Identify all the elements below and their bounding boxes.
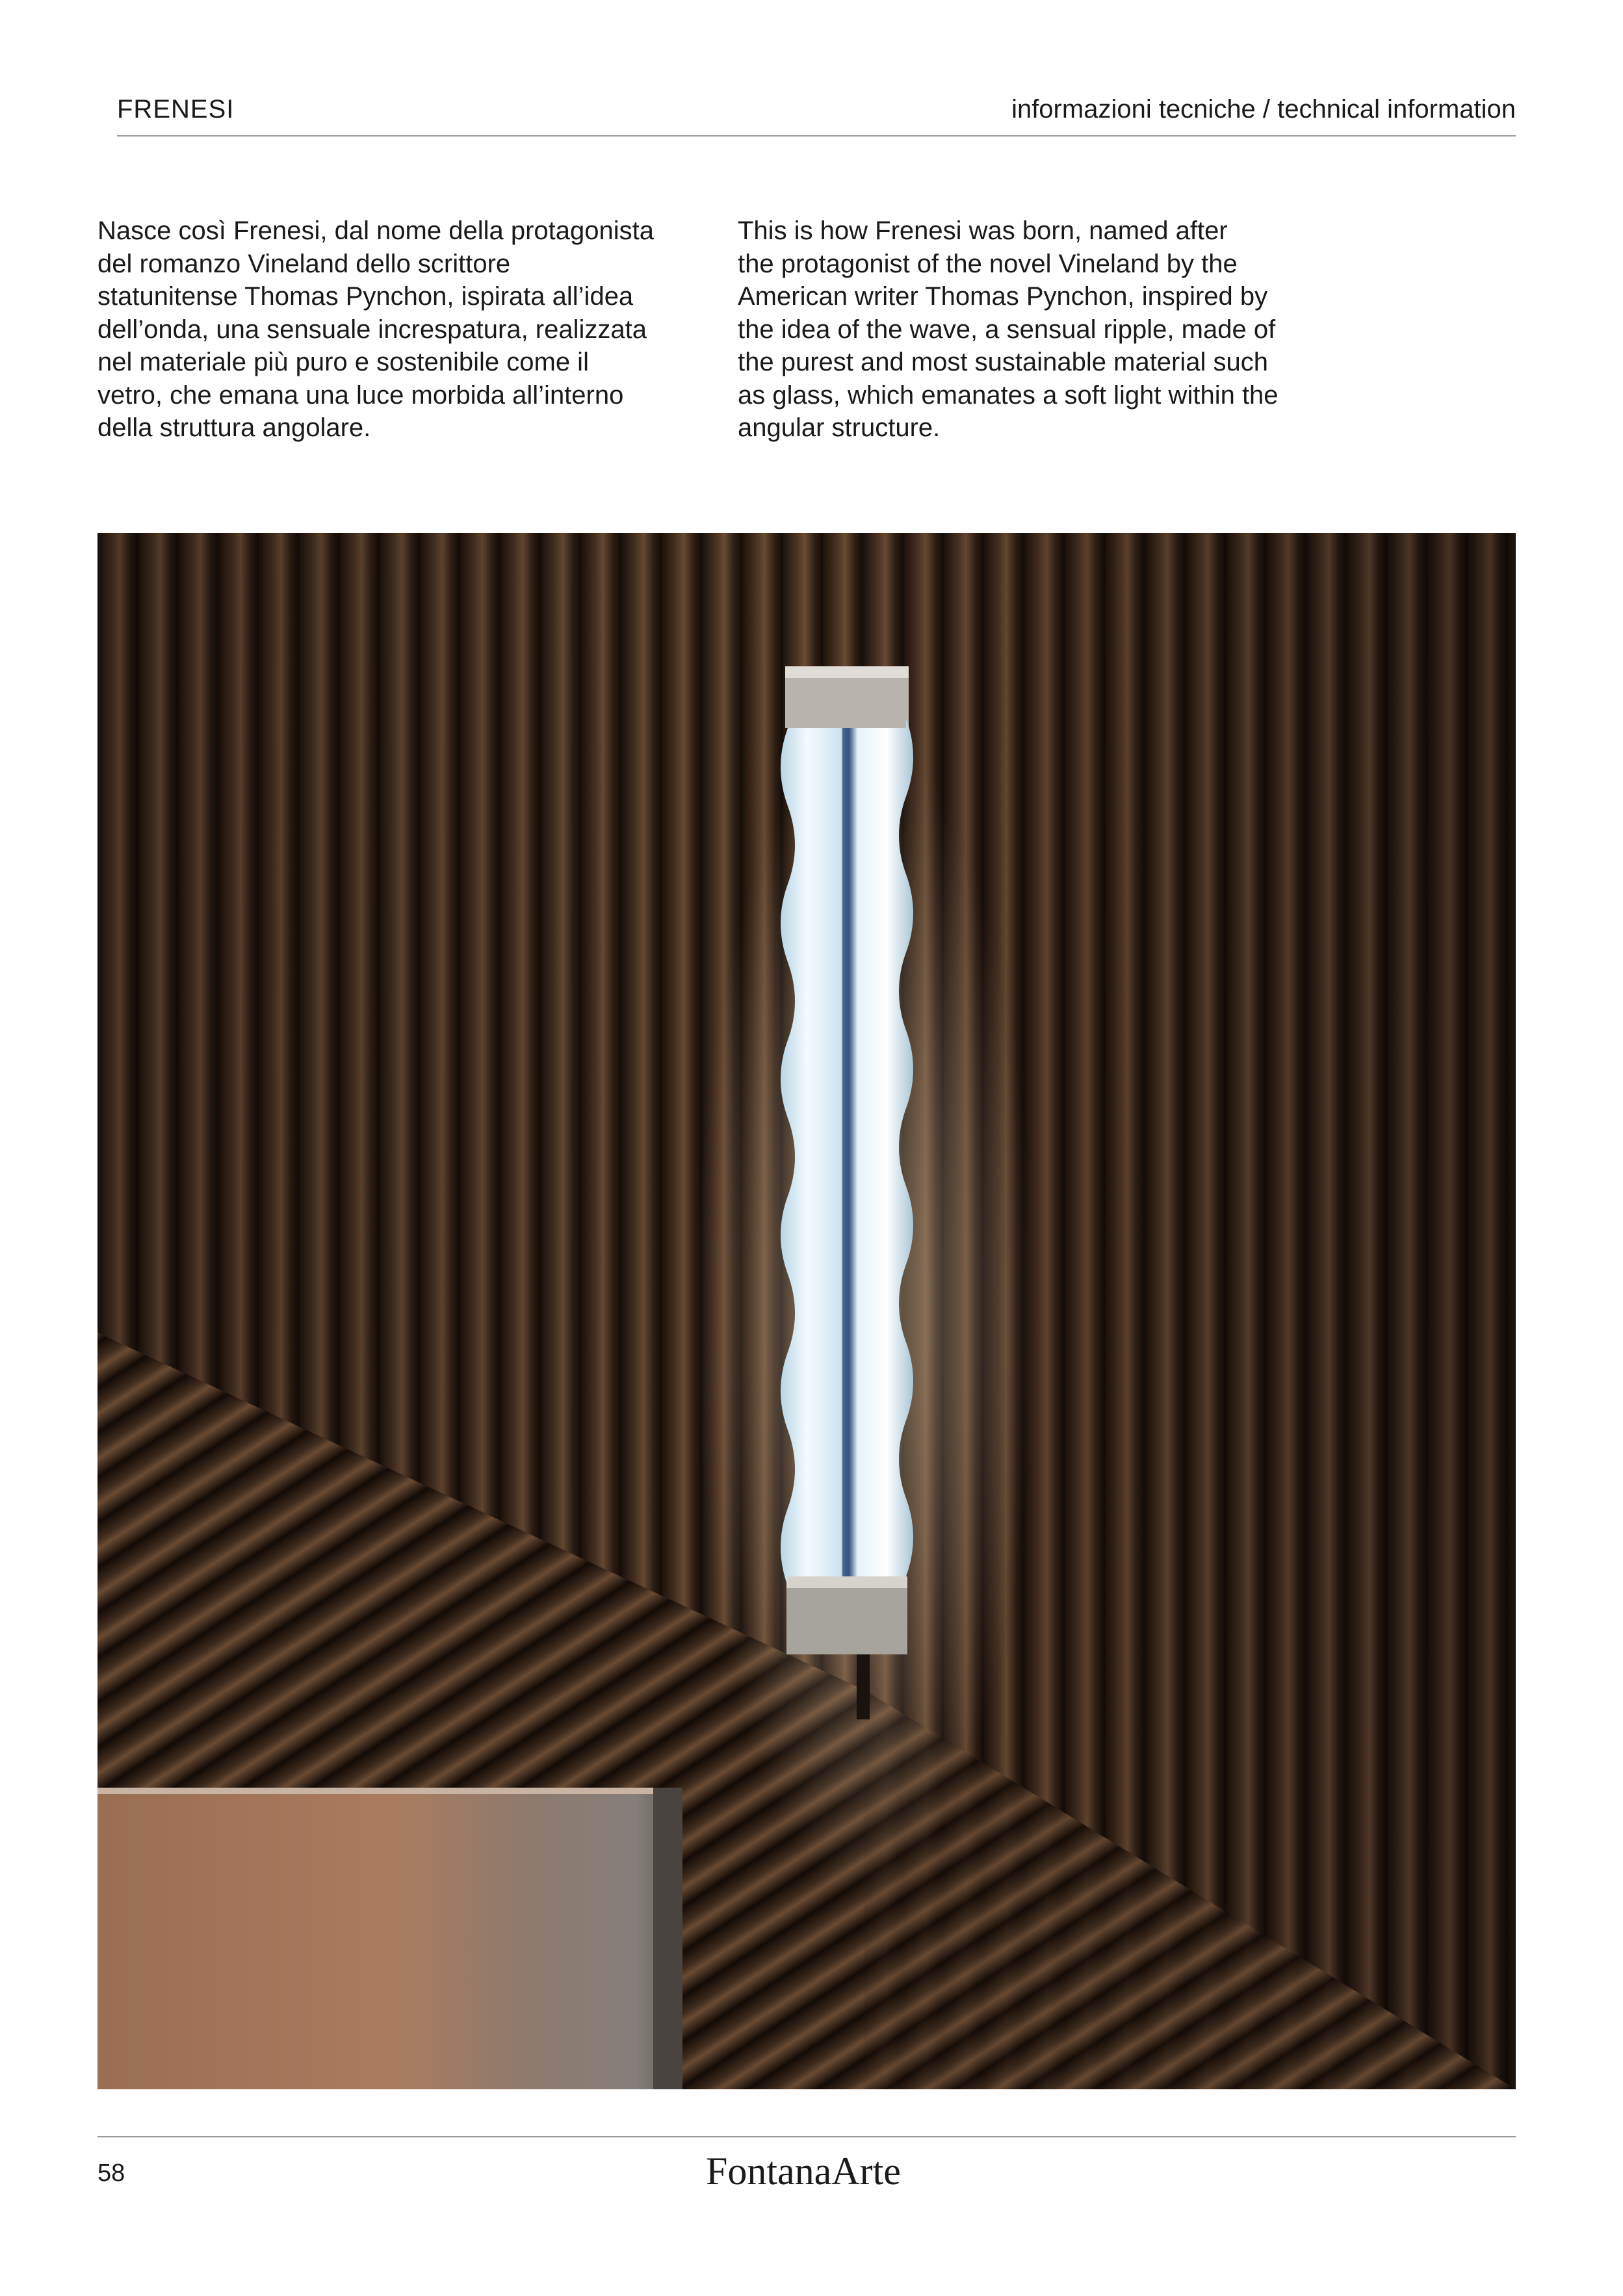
footer-divider [97, 2136, 1516, 2137]
product-photo [97, 533, 1516, 2089]
header-divider [117, 135, 1516, 137]
italian-paragraph: Nasce così Frenesi, dal nome della protagonista del romanzo Vineland dello scrittore statunitense Thomas Pynchon, ispirata all’idea dell’onda, una sensuale increspatura, realizzata nel materiale più puro e sostenibile come il vetro, che emana una luce morbida all’interno della struttura angolare. [97, 216, 655, 442]
page-number: 58 [97, 2159, 125, 2187]
document-title: FRENESI [117, 95, 235, 124]
brand-logo: FontanaArte [706, 2150, 901, 2193]
section-title: informazioni tecniche / technical information [1011, 95, 1516, 124]
english-paragraph: This is how Frenesi was born, named after the protagonist of the novel Vineland by the American writer Thomas Pynchon, inspired by the idea of the wave, a sensual ripple, made of the purest and most sustainable material such as glass, which emanates a soft light within the angular structure. [738, 216, 1279, 442]
